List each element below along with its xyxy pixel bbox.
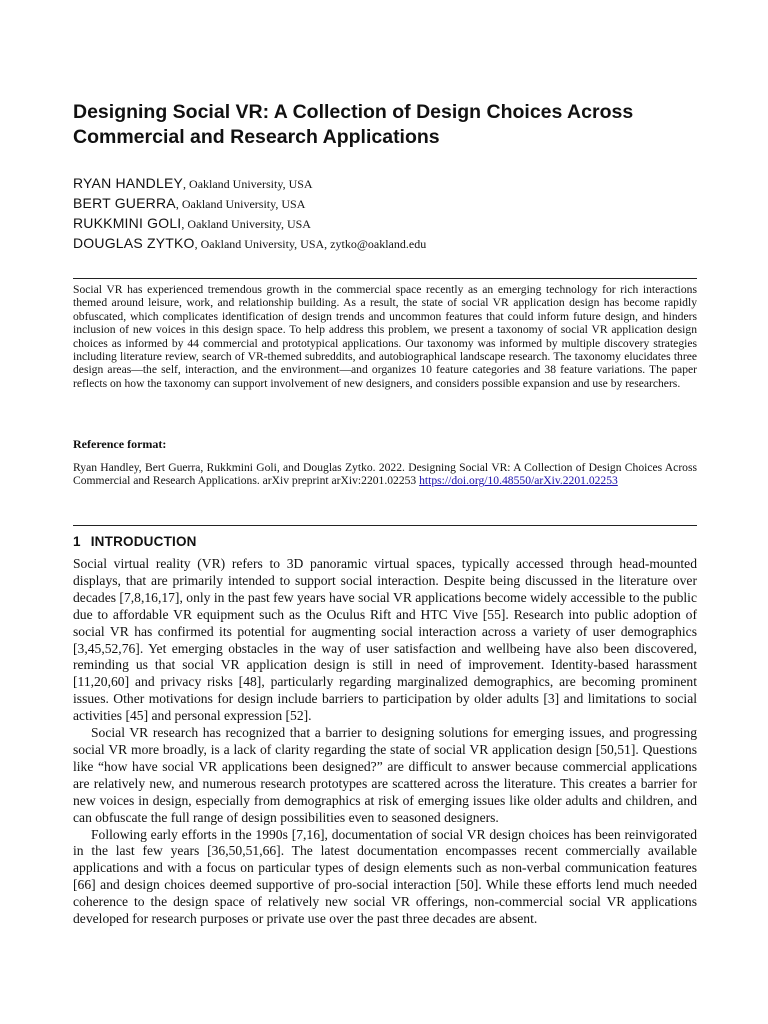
- section-heading: [73, 534, 197, 549]
- author-list: [73, 174, 713, 254]
- author-entry: [73, 174, 713, 194]
- paper-title: Designing Social VR: A Collection of Design Choices Across Commercial and Research Applications: [73, 101, 634, 148]
- author-entry: [73, 194, 713, 214]
- author-entry: [73, 214, 713, 234]
- author-entry: [73, 234, 713, 254]
- author-name: RUKKMINI GOLI: [73, 215, 182, 231]
- body-paragraph: Following early efforts in the 1990s [7,16], documentation of social VR design choices has been reinvigorated in the last few years [36,50,51,66]. The latest documentation encompasses recent commercially available applications and with a focus on particular types of design elements such as non-verbal communication features [66] and design choices deemed supportive of pro-social interaction [50]. While these efforts lend much needed coherence to the design space of relatively new social VR offerings, non-commercial social VR applications developed for research purposes or private use over the past three decades are absent.: [73, 826, 697, 927]
- body-paragraph: Social virtual reality (VR) refers to 3D panoramic virtual spaces, typically accessed through head-mounted displays, that are primarily intended to support social interaction. Despite being discussed in the literature over decades [7,8,16,17], only in the past few years have social VR applications become widely accessible to the public due to affordable VR equipment such as the Oculus Rift and HTC Vive [55]. Research into public adoption of social VR has confirmed its potential for augmenting social interaction across a variety of user demographics [3,45,52,76]. Yet emerging obstacles in the way of user satisfaction and wellbeing have also been discovered, reminding us that social VR application design is still in need of improvement. Identity-based harassment [11,20,60] and privacy risks [48], particularly regarding marginalized demographics, are becoming prominent issues. Other motivations for design include barriers to participation by older adults [3] and limitations to social activities [45] and personal expression [52].: [73, 556, 697, 724]
- author-name: RYAN HANDLEY: [73, 175, 184, 191]
- section-number: 1: [73, 534, 81, 549]
- doi-link[interactable]: https://doi.org/10.48550/arXiv.2201.02253: [419, 474, 618, 488]
- abstract: Social VR has experienced tremendous growth in the commercial space recently as an emerging technology for rich interactions themed around leisure, work, and relationship building. As a result, the state of social VR application design has become rapidly obfuscated, which complicates identification of design trends and uncommon features that could inform future design, and hinders inclusion of new voices in this design space. To help address this problem, we present a taxonomy of social VR application design choices as informed by 44 commercial and prototypical applications. Our taxonomy was informed by multiple discovery strategies including literature review, search of VR-themed subreddits, and autobiographical landscape research. The taxonomy elucidates three design areas—the self, interaction, and the environment—and organizes 10 feature categories and 38 feature variations. The paper reflects on how the taxonomy can support involvement of new designers, and considers possible expansion and use by researchers.: [73, 283, 697, 390]
- author-affiliation: , Oakland University, USA: [183, 177, 313, 191]
- abstract-top-divider: [73, 278, 697, 279]
- reference-citation: Ryan Handley, Bert Guerra, Rukkmini Goli, and Douglas Zytko. 2022. Designing Social VR: A Collection of Design Choices Across Commercial and Research Applications. arXiv preprint arXiv:2201.02253: [73, 461, 697, 488]
- abstract-bottom-divider: [73, 525, 697, 526]
- author-name: BERT GUERRA: [73, 195, 176, 211]
- body-paragraph: Social VR research has recognized that a barrier to designing solutions for emerging issues, and progressing social VR more broadly, is a lack of clarity regarding the state of social VR application design [50,51]. Questions like “how have social VR applications been designed?” are difficult to answer because commercial applications are relatively new, and numerous research prototypes are scattered across the literature. This creates a barrier for new voices in design, especially from demographics at risk of emerging issues like older adults and children, and can obfuscate the full range of design possibilities even to seasoned designers.: [73, 725, 697, 825]
- reference-format-heading: Reference format:: [73, 437, 167, 451]
- reference-format: [73, 461, 697, 488]
- author-affiliation: , Oakland University, USA, zytko@oakland.edu: [194, 237, 427, 251]
- author-affiliation: , Oakland University, USA: [175, 197, 306, 211]
- author-name: DOUGLAS ZYTKO: [73, 235, 195, 251]
- section-body: [73, 556, 697, 928]
- author-affiliation: , Oakland University, USA: [181, 217, 311, 231]
- section-title: INTRODUCTION: [90, 534, 197, 549]
